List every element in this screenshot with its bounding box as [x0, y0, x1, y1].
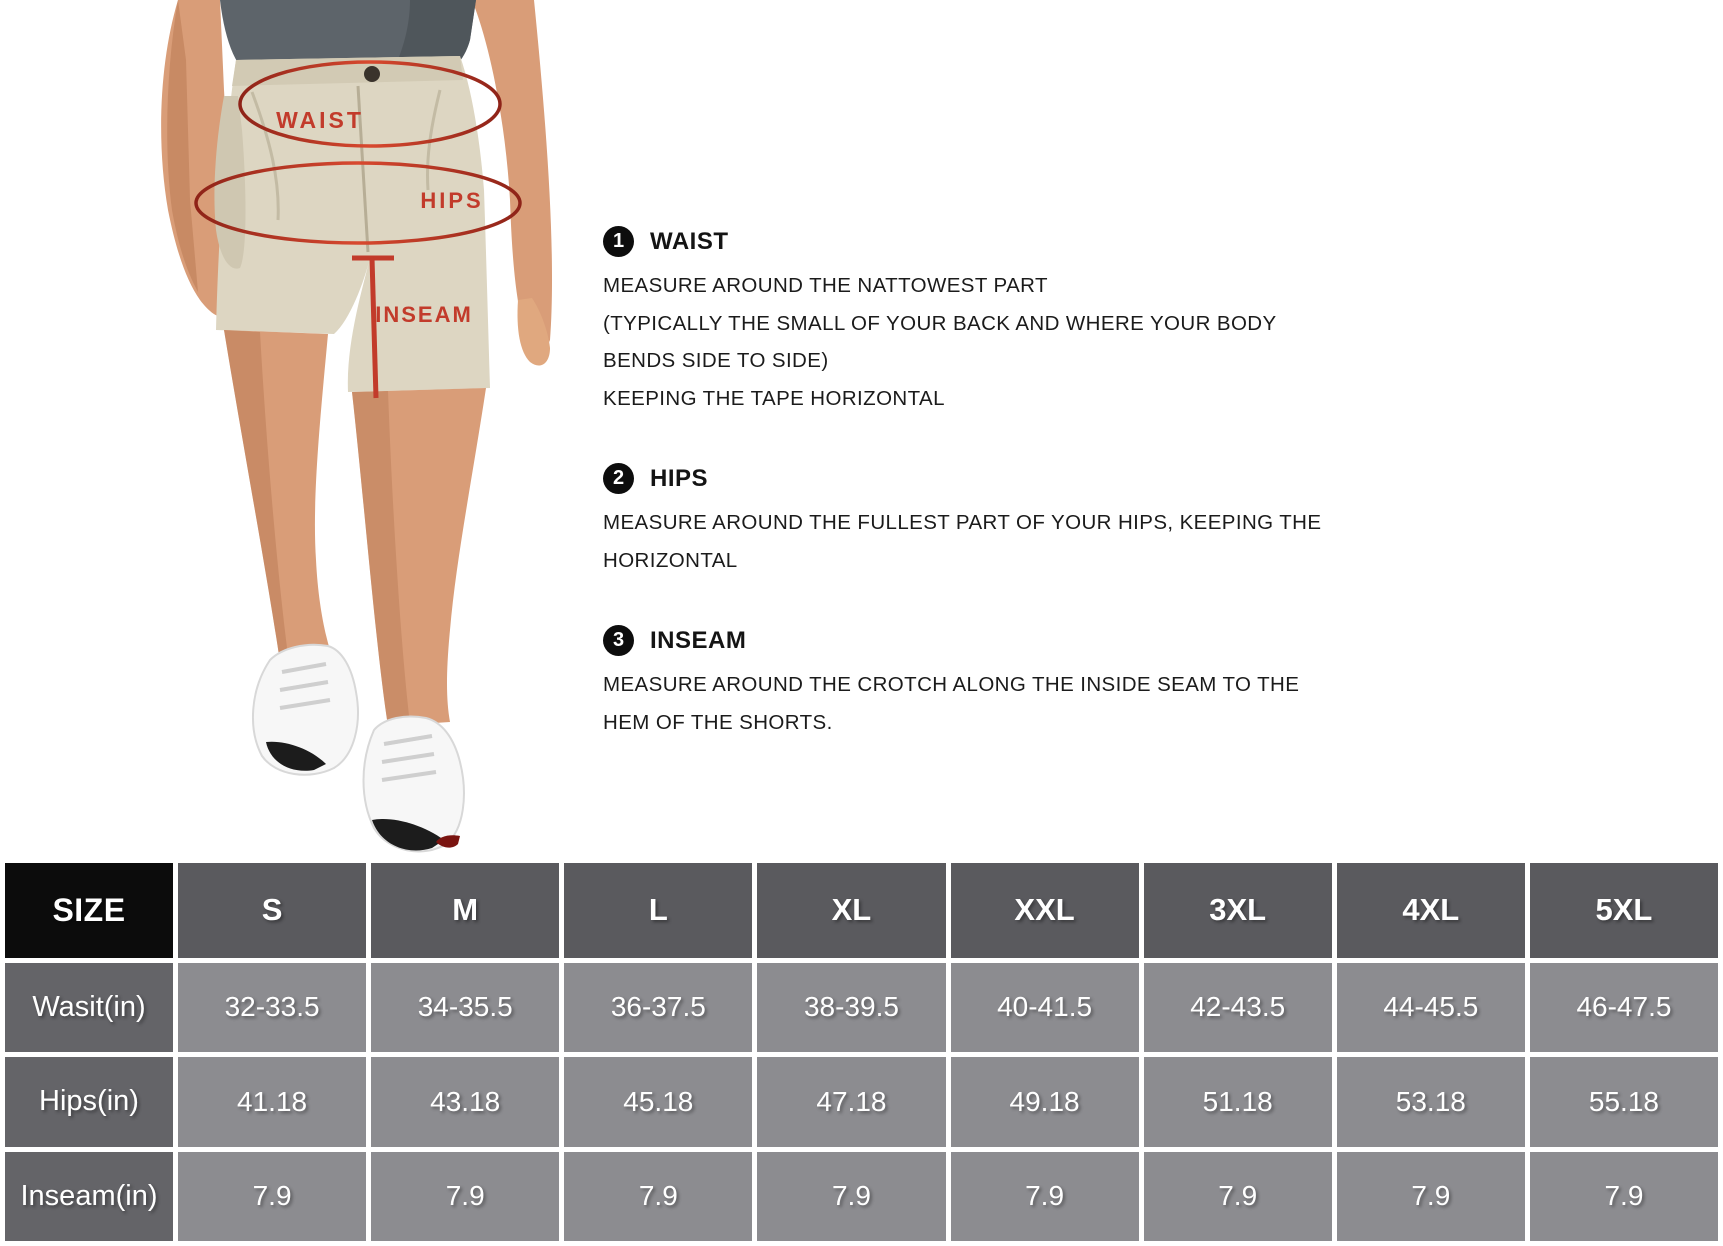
- step-2-badge: 2: [603, 463, 634, 494]
- waist-value-3xl: 42-43.5: [1144, 963, 1332, 1052]
- inseam-value-m: 7.9: [371, 1152, 559, 1241]
- instruction-inseam: [603, 625, 1403, 741]
- instruction-text-line: HORIZONTAL: [603, 548, 738, 572]
- hips-annotation-label: HIPS: [420, 188, 484, 213]
- row-label-inseam: Inseam(in): [5, 1152, 173, 1241]
- waist-value-m: 34-35.5: [371, 963, 559, 1052]
- waist-value-xl: 38-39.5: [757, 963, 945, 1052]
- waist-value-4xl: 44-45.5: [1337, 963, 1525, 1052]
- waist-value-s: 32-33.5: [178, 963, 366, 1052]
- inseam-value-xl: 7.9: [757, 1152, 945, 1241]
- waist-annotation-label: WAIST: [276, 107, 364, 133]
- step-1-badge: 1: [603, 226, 634, 257]
- step-3-badge: 3: [603, 625, 634, 656]
- hips-value-l: 45.18: [564, 1057, 752, 1146]
- instruction-text-line: MEASURE AROUND THE FULLEST PART OF YOUR HIPS, KEEPING THE: [603, 511, 1322, 534]
- inseam-value-s: 7.9: [178, 1152, 366, 1241]
- instruction-hips-title: HIPS: [650, 464, 709, 492]
- hips-value-3xl: 51.18: [1144, 1057, 1332, 1146]
- instruction-text-line: (TYPICALLY THE SMALL OF YOUR BACK AND WHERE YOUR BODY: [603, 311, 1277, 335]
- row-label-hips: Hips(in): [5, 1057, 173, 1146]
- size-col-header-4xl: 4XL: [1337, 863, 1525, 958]
- instruction-text-line: MEASURE AROUND THE CROTCH ALONG THE INSIDE SEAM TO THE: [603, 673, 1300, 696]
- instruction-waist-heading: [603, 226, 1403, 257]
- size-table-corner: SIZE: [5, 863, 173, 958]
- inseam-value-3xl: 7.9: [1144, 1152, 1332, 1241]
- inseam-value-l: 7.9: [564, 1152, 752, 1241]
- instruction-text-line: HEM OF THE SHORTS.: [603, 710, 833, 734]
- instruction-text-line: KEEPING THE TAPE HORIZONTAL: [603, 386, 945, 410]
- waist-value-5xl: 46-47.5: [1530, 963, 1718, 1052]
- size-col-header-xl: XL: [757, 863, 945, 958]
- instruction-text-line: MEASURE AROUND THE NATTOWEST PART: [603, 274, 1048, 297]
- right-shoe: [364, 717, 464, 852]
- model-photo: [120, 0, 600, 858]
- instruction-waist-title: WAIST: [650, 227, 729, 255]
- measuring-instructions: [603, 226, 1403, 787]
- instruction-inseam-heading: [603, 625, 1403, 656]
- shorts-button: [364, 66, 380, 82]
- instruction-hips-heading: [603, 463, 1403, 494]
- size-col-header-xxl: XXL: [951, 863, 1139, 958]
- hips-value-xl: 47.18: [757, 1057, 945, 1146]
- hips-value-m: 43.18: [371, 1057, 559, 1146]
- waist-value-l: 36-37.5: [564, 963, 752, 1052]
- instruction-waist: [603, 226, 1403, 417]
- size-chart-table: [0, 858, 1723, 1246]
- size-col-header-s: S: [178, 863, 366, 958]
- inseam-annotation-label: INSEAM: [375, 302, 473, 327]
- size-col-header-5xl: 5XL: [1530, 863, 1718, 958]
- left-shoe: [253, 645, 358, 775]
- model-illustration: [120, 0, 600, 858]
- waist-value-xxl: 40-41.5: [951, 963, 1139, 1052]
- hips-value-4xl: 53.18: [1337, 1057, 1525, 1146]
- hips-value-s: 41.18: [178, 1057, 366, 1146]
- inseam-value-xxl: 7.9: [951, 1152, 1139, 1241]
- size-col-header-3xl: 3XL: [1144, 863, 1332, 958]
- inseam-value-4xl: 7.9: [1337, 1152, 1525, 1241]
- instruction-hips: [603, 463, 1403, 579]
- size-col-header-l: L: [564, 863, 752, 958]
- row-label-waist: Wasit(in): [5, 963, 173, 1052]
- hips-value-5xl: 55.18: [1530, 1057, 1718, 1146]
- size-col-header-m: M: [371, 863, 559, 958]
- instruction-inseam-title: INSEAM: [650, 626, 747, 654]
- inseam-value-5xl: 7.9: [1530, 1152, 1718, 1241]
- instruction-text-line: BENDS SIDE TO SIDE): [603, 349, 829, 372]
- hips-value-xxl: 49.18: [951, 1057, 1139, 1146]
